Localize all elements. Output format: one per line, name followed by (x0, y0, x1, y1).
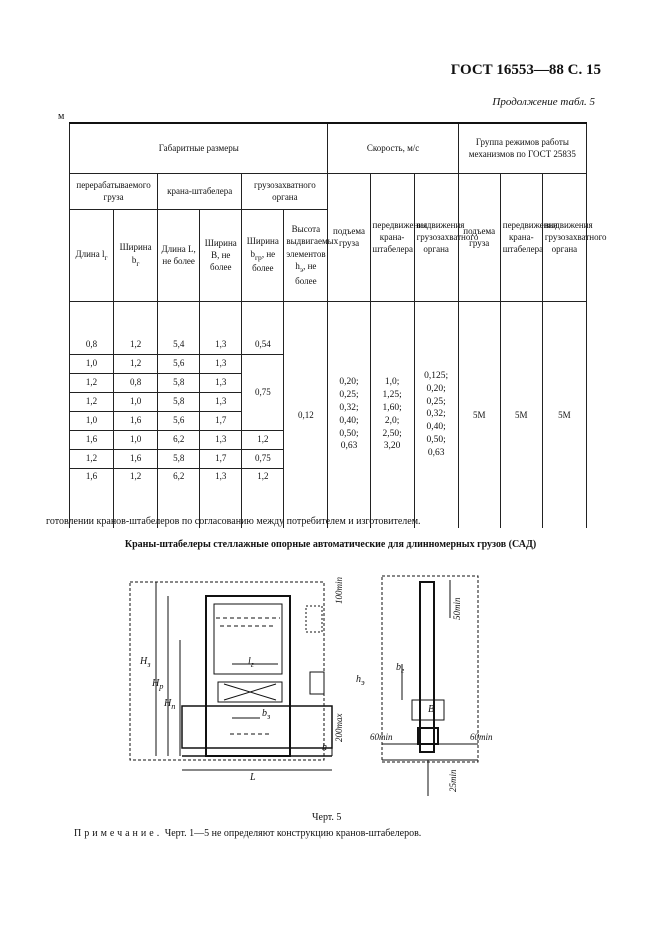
group-lift-value: 5М (458, 301, 500, 528)
col-grip-height: Высота выдвигаемых элементов $h_э$, не более (284, 209, 328, 301)
label-25min: 25min (448, 769, 458, 792)
specs-table (69, 122, 607, 528)
label-100min: 100min (334, 577, 344, 604)
label-B: B (428, 704, 435, 715)
col-crane-width: Ширина B, не более (200, 209, 242, 301)
col-group-move: передвижения крана-штабелера (500, 173, 542, 301)
header-grip: грузозахватного органа (242, 173, 328, 209)
crane-mast (206, 596, 290, 756)
rack-outline (130, 582, 324, 760)
col-speed-move: передвижения крана-штабелера (370, 173, 414, 301)
label-h: h (322, 742, 327, 753)
label-lr: $l_г$ (248, 656, 255, 669)
carriage-cross (224, 684, 276, 700)
speed-move-values: 1,0; 1,25; 1,60; 2,0; 2,50; 3,20 (370, 301, 414, 528)
col-speed-extend: выдвижения грузозахватного органа (414, 173, 458, 301)
table-continuation: Продолжение табл. 5 (492, 96, 595, 108)
unit-label: м (58, 111, 65, 122)
header-group: Группа режимов работы механизмов по ГОСТ 25835 (458, 123, 586, 173)
col-speed-lift: подъема груза (328, 173, 370, 301)
group-extend-value: 5М (542, 301, 586, 528)
col-grip-width: Ширина $b_{гр}$, не более (242, 209, 284, 301)
figure-title: Краны-штабелеры стеллажные опорные автоматические для длинномерных грузов (САД) (124, 539, 537, 550)
table-row: 0,8 1,2 5,4 1,3 0,54 (70, 335, 587, 354)
table-row: 1,0 1,6 5,6 1,7 (70, 411, 587, 430)
col-crane-length: Длина L, не более (158, 209, 200, 301)
col-group-extend: выдвижения грузозахватного органа (542, 173, 586, 301)
col-group-lift: подъема груза (458, 173, 500, 301)
page-header: ГОСТ 16553—88 С. 15 (450, 62, 601, 78)
control-box (310, 672, 324, 694)
label-60min-left: 60min (370, 732, 393, 742)
speed-lift-values: 0,20; 0,25; 0,32; 0,40; 0,50; 0,63 (328, 301, 370, 528)
label-he: $h_э$ (356, 674, 365, 687)
label-200max: 200max (334, 713, 344, 742)
grip-height-value: 0,12 (284, 301, 328, 528)
label-60min-right: 60min (470, 732, 493, 742)
header-cargo: перерабатываемого груза (70, 173, 158, 209)
col-cargo-width: Ширина $b_г$ (114, 209, 158, 301)
label-h3: $H_з$ (140, 656, 151, 669)
table-row: 1,6 1,2 6,2 1,3 1,2 (70, 468, 587, 528)
continued-paragraph: готовлении кранов-штабелеров по согласованию между потребителем и изготовителем. (46, 516, 421, 527)
table-row: 1,2 1,0 5,8 1,3 (70, 392, 587, 411)
label-50min: 50min (452, 597, 462, 620)
figure-caption: Черт. 5 (312, 812, 342, 823)
label-hn: $H_п$ (164, 698, 176, 711)
header-dimensions: Габаритные размеры (70, 123, 328, 173)
label-br: $b_г$ (396, 662, 405, 675)
note: Примечание. Черт. 1—5 не определяют конструкцию кранов-штабелеров. (74, 828, 422, 839)
header-speed: Скорость, м/с (328, 123, 458, 173)
header-crane: крана-штабелера (158, 173, 242, 209)
side-mast (420, 582, 434, 752)
table-row: 1,6 1,0 6,2 1,3 1,2 (70, 430, 587, 449)
speed-extend-values: 0,125; 0,20; 0,25; 0,32; 0,40; 0,50; 0,63 (414, 301, 458, 528)
table-row: 1,0 1,2 5,6 1,3 0,75 (70, 354, 587, 373)
table-row: 1,2 0,8 5,8 1,3 (70, 373, 587, 392)
label-hp: $H_р$ (152, 678, 164, 691)
label-L: L (250, 772, 256, 783)
crane-base (182, 706, 332, 748)
table-row: 1,2 1,6 5,8 1,7 0,75 (70, 449, 587, 468)
label-b3: $b_з$ (262, 708, 271, 721)
group-move-value: 5М (500, 301, 542, 528)
col-cargo-length: Длина $l_г$ (70, 209, 114, 301)
